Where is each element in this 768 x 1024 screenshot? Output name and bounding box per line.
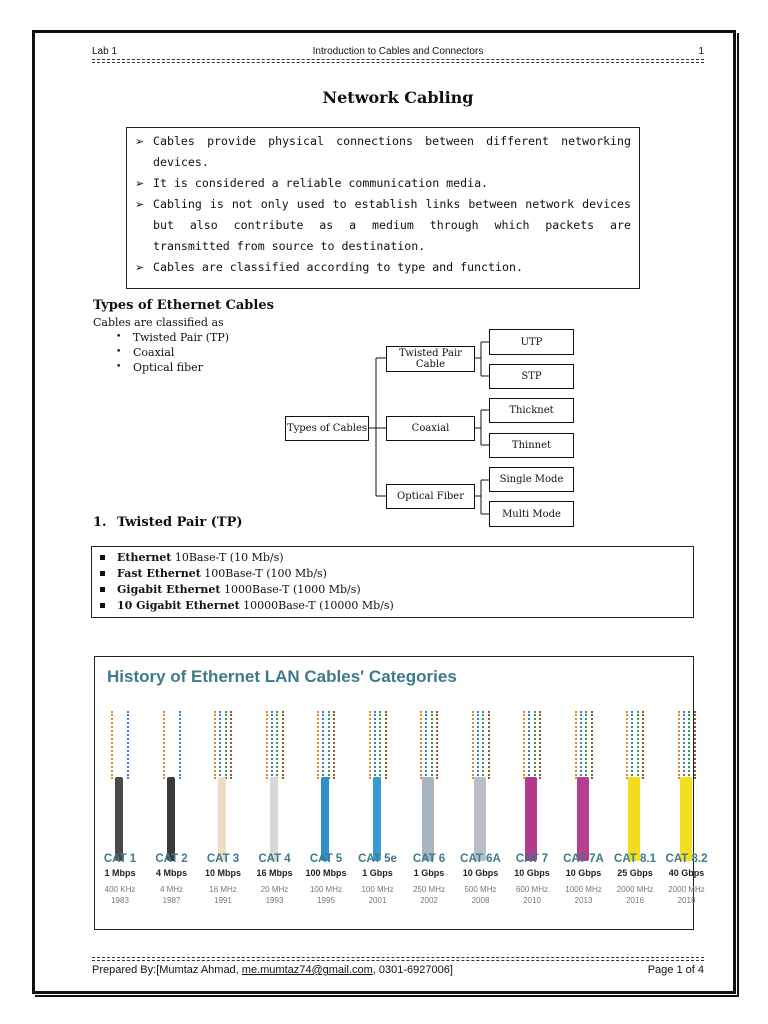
twisted-wires-icon xyxy=(161,711,181,779)
footer-author: Prepared By:[Mumtaz Ahmad, me.mumtaz74@gmail.com, 0301-6927006] xyxy=(92,964,453,976)
list-item: • Coaxial xyxy=(116,346,175,359)
category-frequency: 100 MHz xyxy=(309,885,342,894)
category-column xyxy=(198,657,248,927)
tree-branch-optical-fiber: Optical Fiber xyxy=(386,484,475,509)
category-column xyxy=(610,657,660,927)
cable-sheath xyxy=(525,777,537,861)
list-item: Gigabit Ethernet 1000Base-T (1000 Mb/s) xyxy=(100,582,693,598)
category-name: CAT 8.1 xyxy=(614,853,656,865)
category-speed: 1 Mbps xyxy=(104,868,136,878)
footer-rule-2 xyxy=(92,960,704,961)
category-speed: 16 Mbps xyxy=(256,868,293,878)
category-frequency: 1000 MHz xyxy=(565,885,602,894)
list-item: • Optical fiber xyxy=(116,361,203,374)
cable-sheath xyxy=(474,777,486,861)
category-column xyxy=(250,657,300,927)
category-year: 2013 xyxy=(574,896,593,905)
square-bullet-icon xyxy=(100,587,105,592)
tree-leaf-stp: STP xyxy=(489,364,574,389)
figure-title: History of Ethernet LAN Cables' Categories xyxy=(107,667,457,686)
category-speed: 10 Gbps xyxy=(514,868,550,878)
category-name: CAT 2 xyxy=(155,853,188,865)
twisted-wires-icon xyxy=(315,711,335,779)
footer-email-link[interactable]: me.mumtaz74@gmail.com xyxy=(241,964,373,976)
cable-sheath xyxy=(321,777,329,861)
types-lead: Cables are classified as xyxy=(93,316,224,329)
arrow-bullet-icon: ➢ xyxy=(135,198,145,211)
category-name: CAT 5 xyxy=(309,853,343,865)
intro-item: ➢ Cables provide physical connections between different networking devices. xyxy=(135,131,631,173)
category-column xyxy=(507,657,557,927)
twisted-wires-icon xyxy=(573,711,593,779)
category-name: CAT 3 xyxy=(206,853,240,865)
category-name: CAT 5e xyxy=(358,853,397,865)
header-page-number: 1 xyxy=(698,46,704,57)
cable-sheath xyxy=(167,777,175,861)
category-frequency: 20 MHz xyxy=(260,885,289,894)
category-frequency: 250 MHz xyxy=(412,885,445,894)
list-item: Ethernet 10Base-T (10 Mb/s) xyxy=(100,550,693,566)
twisted-wires-icon xyxy=(264,711,284,779)
category-column xyxy=(147,657,197,927)
category-name: CAT 4 xyxy=(258,853,291,865)
category-frequency: 100 MHz xyxy=(361,885,394,894)
category-column xyxy=(662,657,712,927)
bullet-icon: • xyxy=(116,362,122,372)
category-column xyxy=(353,657,403,927)
footer-page-count: Page 1 of 4 xyxy=(647,964,704,976)
category-column xyxy=(301,657,351,927)
category-year: 1993 xyxy=(265,896,284,905)
twisted-wires-icon xyxy=(676,711,696,779)
tree-branch-coaxial: Coaxial xyxy=(386,416,475,441)
types-heading: Types of Ethernet Cables xyxy=(93,298,274,313)
tree-root: Types of Cables xyxy=(285,416,369,441)
cable-sheath xyxy=(422,777,434,861)
category-name: CAT 8.2 xyxy=(665,853,708,865)
tree-leaf-utp: UTP xyxy=(489,329,574,355)
tree-branch-twisted-pair: Twisted Pair Cable xyxy=(386,346,475,372)
category-speed: 10 Gbps xyxy=(565,868,602,878)
twisted-wires-icon xyxy=(624,711,644,779)
twisted-wires-icon xyxy=(109,711,129,779)
category-year: 1991 xyxy=(214,896,232,905)
category-speed: 4 Mbps xyxy=(155,868,187,878)
category-column xyxy=(404,657,454,927)
twisted-wires-icon xyxy=(470,711,490,779)
page-title: Network Cabling xyxy=(322,88,474,107)
category-frequency: 16 MHz xyxy=(209,885,237,894)
cable-sheath xyxy=(628,777,640,861)
footer-rule xyxy=(92,957,704,958)
arrow-bullet-icon: ➢ xyxy=(135,261,145,274)
intro-item: ➢ It is considered a reliable communication media. xyxy=(135,173,631,194)
twisted-wires-icon xyxy=(418,711,438,779)
square-bullet-icon xyxy=(100,603,105,608)
category-year: 2016 xyxy=(626,896,644,905)
intro-item: ➢ Cabling is not only used to establish links between network devices but also contribute as a medium through which packets are transmitted from source to destination. xyxy=(135,194,631,257)
category-frequency: 500 MHz xyxy=(464,885,497,894)
category-speed: 1 Gbps xyxy=(362,868,393,878)
category-name: CAT 6A xyxy=(460,853,501,865)
ethernet-standards-box xyxy=(91,546,694,618)
category-frequency: 600 MHz xyxy=(515,885,548,894)
cable-sheath xyxy=(680,777,692,861)
arrow-bullet-icon: ➢ xyxy=(135,135,145,148)
twisted-pair-number: 1. xyxy=(93,515,107,530)
intro-item: ➢ Cables are classified according to type and function. xyxy=(135,257,631,278)
twisted-pair-heading xyxy=(93,515,243,530)
category-speed: 25 Gbps xyxy=(617,868,653,878)
category-frequency: 4 MHz xyxy=(159,885,184,894)
cable-categories-figure xyxy=(94,656,708,930)
header-lab: Lab 1 xyxy=(92,46,118,57)
category-name: CAT 7 xyxy=(515,853,549,865)
category-frequency: 2000 MHz xyxy=(616,885,654,894)
list-item: Fast Ethernet 100Base-T (100 Mb/s) xyxy=(100,566,693,582)
tree-leaf-single-mode: Single Mode xyxy=(489,467,574,492)
twisted-wires-icon xyxy=(212,711,232,779)
category-year: 2018 xyxy=(677,896,696,905)
category-speed: 1 Gbps xyxy=(413,868,445,878)
category-year: 2001 xyxy=(368,896,387,905)
category-speed: 100 Mbps xyxy=(305,868,347,878)
list-item: • Twisted Pair (TP) xyxy=(116,331,230,344)
list-item: 10 Gigabit Ethernet 10000Base-T (10000 Mb/s) xyxy=(100,598,693,614)
twisted-wires-icon xyxy=(521,711,541,779)
tree-leaf-thinnet: Thinnet xyxy=(489,433,574,458)
square-bullet-icon xyxy=(100,555,105,560)
category-name: CAT 1 xyxy=(103,853,137,865)
category-frequency: 2000 MHz xyxy=(668,885,705,894)
bullet-icon: • xyxy=(116,332,122,342)
cable-sheath xyxy=(115,777,123,861)
tree-leaf-thicknet: Thicknet xyxy=(489,398,574,423)
category-year: 2008 xyxy=(471,896,490,905)
category-year: 2010 xyxy=(523,896,541,905)
cable-sheath xyxy=(270,777,278,861)
category-year: 2002 xyxy=(420,896,438,905)
cable-sheath xyxy=(577,777,589,861)
category-name: CAT 7A xyxy=(563,853,604,865)
category-frequency: 400 KHz xyxy=(104,885,136,894)
category-column xyxy=(95,657,145,927)
header-subject: Introduction to Cables and Connectors xyxy=(312,46,484,57)
category-year: 1983 xyxy=(111,896,129,905)
tree-leaf-multi-mode: Multi Mode xyxy=(489,501,574,527)
category-speed: 10 Mbps xyxy=(204,868,241,878)
category-column xyxy=(559,657,609,927)
twisted-pair-title: Twisted Pair (TP) xyxy=(117,515,243,530)
category-speed: 40 Gbps xyxy=(668,868,705,878)
category-year: 1995 xyxy=(317,896,335,905)
cable-sheath xyxy=(373,777,381,861)
arrow-bullet-icon: ➢ xyxy=(135,177,145,190)
cable-sheath xyxy=(218,777,226,861)
category-column xyxy=(456,657,506,927)
category-name: CAT 6 xyxy=(412,853,446,865)
bullet-icon: • xyxy=(116,347,122,357)
category-year: 1987 xyxy=(162,896,181,905)
category-speed: 10 Gbps xyxy=(462,868,499,878)
twisted-wires-icon xyxy=(367,711,387,779)
square-bullet-icon xyxy=(100,571,105,576)
